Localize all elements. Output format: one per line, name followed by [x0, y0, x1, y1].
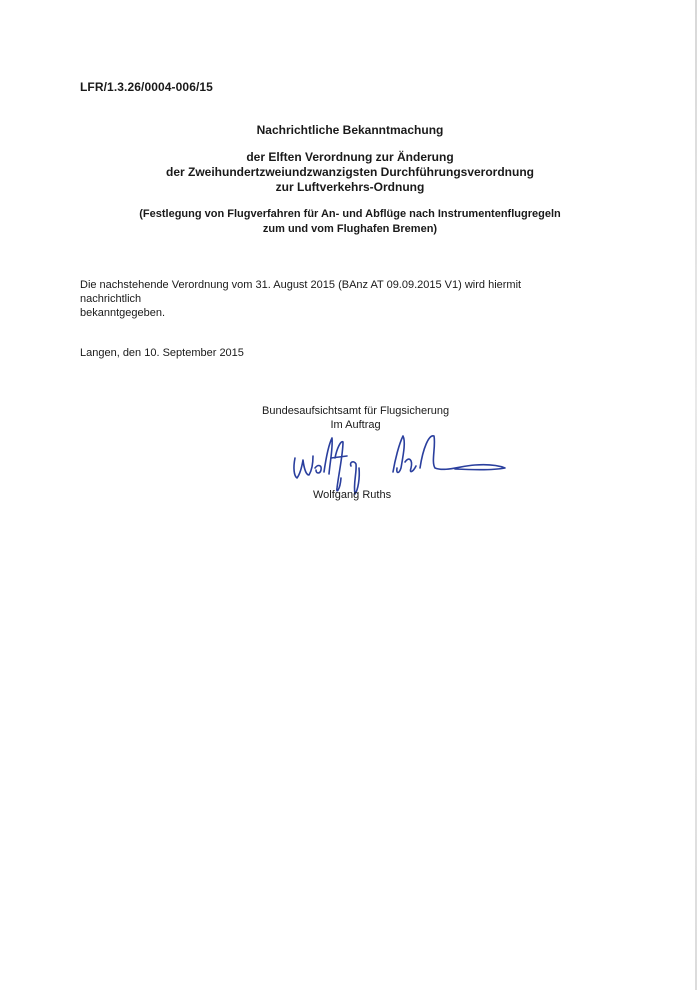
signature-stroke	[294, 456, 313, 478]
title-line: zur Luftverkehrs-Ordnung	[275, 180, 425, 194]
body-line: bekanntgegeben.	[80, 307, 166, 319]
body-paragraph	[80, 278, 580, 320]
subtitle-line: (Festlegung von Flugverfahren für An- und Abflüge nach Instrumentenflugregeln	[139, 208, 561, 220]
signer-name: Wolfgang Ruths	[313, 489, 392, 501]
document-heading: Nachrichtliche Bekanntmachung	[256, 123, 444, 137]
title-line: der Zweihundertzweiundzwanzigsten Durchführungsverordnung	[165, 165, 534, 179]
subtitle-block	[0, 207, 700, 237]
signature-stroke	[405, 459, 416, 472]
on-behalf-label: Im Auftrag	[330, 419, 381, 431]
signature-stroke	[393, 436, 404, 473]
signature-stroke	[420, 436, 505, 470]
body-line: Die nachstehende Verordnung vom 31. August 2015 (BAnz AT 09.09.2015 V1) wird hiermit nachrichtlich	[80, 279, 522, 305]
scan-edge	[695, 0, 697, 990]
signature-stroke	[315, 466, 321, 473]
authority-name: Bundesaufsichtsamt für Flugsicherung	[262, 405, 450, 417]
place-date: Langen, den 10. September 2015	[80, 347, 244, 359]
signature-stroke	[331, 442, 347, 491]
title-block	[0, 150, 700, 195]
handwritten-signature	[285, 428, 515, 498]
title-line: der Elften Verordnung zur Änderung	[246, 150, 454, 164]
signature-stroke	[324, 438, 332, 474]
subtitle-line: zum und vom Flughafen Bremen)	[262, 223, 438, 235]
reference-number: LFR/1.3.26/0004-006/15	[80, 80, 213, 94]
